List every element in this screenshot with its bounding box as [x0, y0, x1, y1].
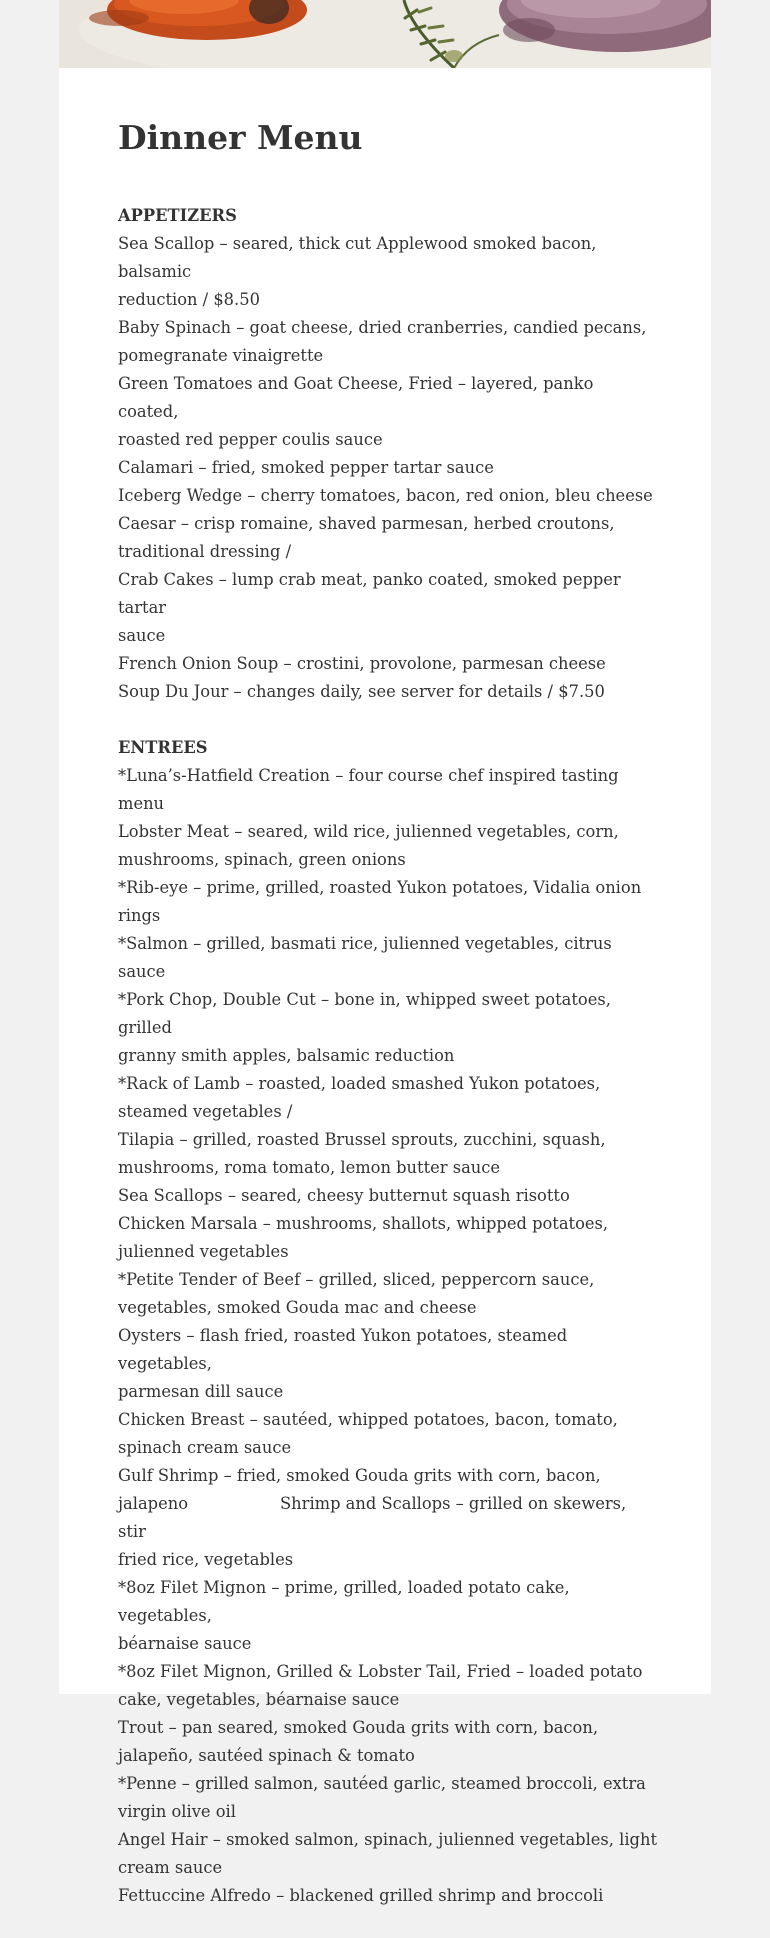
menu-line: roasted red pepper coulis sauce: [118, 430, 383, 449]
menu-line: *Rack of Lamb – roasted, loaded smashed Yukon potatoes,: [118, 1074, 601, 1093]
menu-line: Angel Hair – smoked salmon, spinach, julienned vegetables, light: [118, 1830, 658, 1849]
menu-line: béarnaise sauce: [118, 1634, 252, 1653]
menu-line: Trout – pan seared, smoked Gouda grits with corn, bacon,: [118, 1718, 599, 1737]
menu-line: *Pork Chop, Double Cut – bone in, whipped sweet potatoes, grilled: [118, 990, 611, 1037]
menu-line: vegetables, smoked Gouda mac and cheese: [118, 1298, 477, 1317]
page-title: Dinner Menu: [118, 118, 363, 157]
menu-line: Caesar – crisp romaine, shaved parmesan, herbed croutons,: [118, 514, 615, 533]
menu-line: French Onion Soup – crostini, provolone, parmesan cheese: [118, 654, 606, 673]
menu-line: *Petite Tender of Beef – grilled, sliced, peppercorn sauce,: [118, 1270, 595, 1289]
menu-line: sauce: [118, 626, 166, 645]
menu-line: mushrooms, spinach, green onions: [118, 850, 406, 869]
menu-line: *Salmon – grilled, basmati rice, julienned vegetables, citrus sauce: [118, 934, 612, 981]
menu-line: cream sauce: [118, 1858, 223, 1877]
menu-line: cake, vegetables, béarnaise sauce: [118, 1690, 400, 1709]
plated-dish-photo: [59, 0, 711, 68]
menu-line: Green Tomatoes and Goat Cheese, Fried – layered, panko coated,: [118, 374, 594, 421]
menu-line: Baby Spinach – goat cheese, dried cranberries, candied pecans,: [118, 318, 647, 337]
section-heading-entrees: ENTREES: [118, 738, 208, 757]
entrees-section: [118, 734, 658, 1910]
menu-line: Soup Du Jour – changes daily, see server for details / $7.50: [118, 682, 605, 701]
menu-line-left: jalapeno: [118, 1494, 189, 1513]
menu-line: Sea Scallops – seared, cheesy butternut squash risotto: [118, 1186, 570, 1205]
menu-line: pomegranate vinaigrette: [118, 346, 324, 365]
appetizers-section: [118, 202, 658, 706]
menu-body: [118, 202, 658, 1938]
menu-line: reduction / $8.50: [118, 290, 260, 309]
menu-line: Oysters – flash fried, roasted Yukon potatoes, steamed vegetables,: [118, 1326, 568, 1373]
hero-image: [59, 0, 711, 68]
menu-line: traditional dressing /: [118, 542, 292, 561]
menu-line: Crab Cakes – lump crab meat, panko coated, smoked pepper tartar: [118, 570, 621, 617]
menu-line: Lobster Meat – seared, wild rice, julienned vegetables, corn,: [118, 822, 619, 841]
section-heading-appetizers: APPETIZERS: [118, 206, 237, 225]
menu-line: *Penne – grilled salmon, sautéed garlic, steamed broccoli, extra: [118, 1774, 646, 1793]
menu-article: [59, 0, 711, 1905]
menu-line: rings: [118, 906, 161, 925]
menu-line: spinach cream sauce: [118, 1438, 292, 1457]
entrees-list-continued: [118, 1546, 658, 1910]
menu-line: mushrooms, roma tomato, lemon butter sauce: [118, 1158, 501, 1177]
appetizers-list: [118, 230, 658, 706]
menu-line: granny smith apples, balsamic reduction: [118, 1046, 455, 1065]
menu-line: Sea Scallop – seared, thick cut Applewood smoked bacon, balsamic: [118, 234, 597, 281]
menu-line: jalapeño, sautéed spinach & tomato: [118, 1746, 415, 1765]
menu-line: steamed vegetables /: [118, 1102, 293, 1121]
menu-line: Gulf Shrimp – fried, smoked Gouda grits with corn, bacon,: [118, 1466, 601, 1485]
menu-line: *8oz Filet Mignon – prime, grilled, loaded potato cake, vegetables,: [118, 1578, 570, 1625]
menu-line: Chicken Breast – sautéed, whipped potatoes, bacon, tomato,: [118, 1410, 618, 1429]
menu-line: Iceberg Wedge – cherry tomatoes, bacon, red onion, bleu cheese: [118, 486, 653, 505]
menu-line: julienned vegetables: [118, 1242, 289, 1261]
menu-line: Chicken Marsala – mushrooms, shallots, whipped potatoes,: [118, 1214, 609, 1233]
menu-line: Calamari – fried, smoked pepper tartar sauce: [118, 458, 494, 477]
menu-line: parmesan dill sauce: [118, 1382, 284, 1401]
menu-line-right: Shrimp and Scallops – grilled on skewers, stir: [118, 1494, 627, 1541]
menu-line: *Luna’s-Hatfield Creation – four course chef inspired tasting menu: [118, 766, 619, 813]
menu-line: [118, 1490, 658, 1546]
menu-line: *Rib-eye – prime, grilled, roasted Yukon potatoes, Vidalia onion: [118, 878, 642, 897]
menu-line: virgin olive oil: [118, 1802, 236, 1821]
menu-line: fried rice, vegetables: [118, 1550, 294, 1569]
menu-line: Fettuccine Alfredo – blackened grilled shrimp and broccoli: [118, 1886, 604, 1905]
menu-line: Tilapia – grilled, roasted Brussel sprouts, zucchini, squash,: [118, 1130, 606, 1149]
entrees-list: [118, 762, 658, 1490]
menu-line: *8oz Filet Mignon, Grilled & Lobster Tail, Fried – loaded potato: [118, 1662, 643, 1681]
